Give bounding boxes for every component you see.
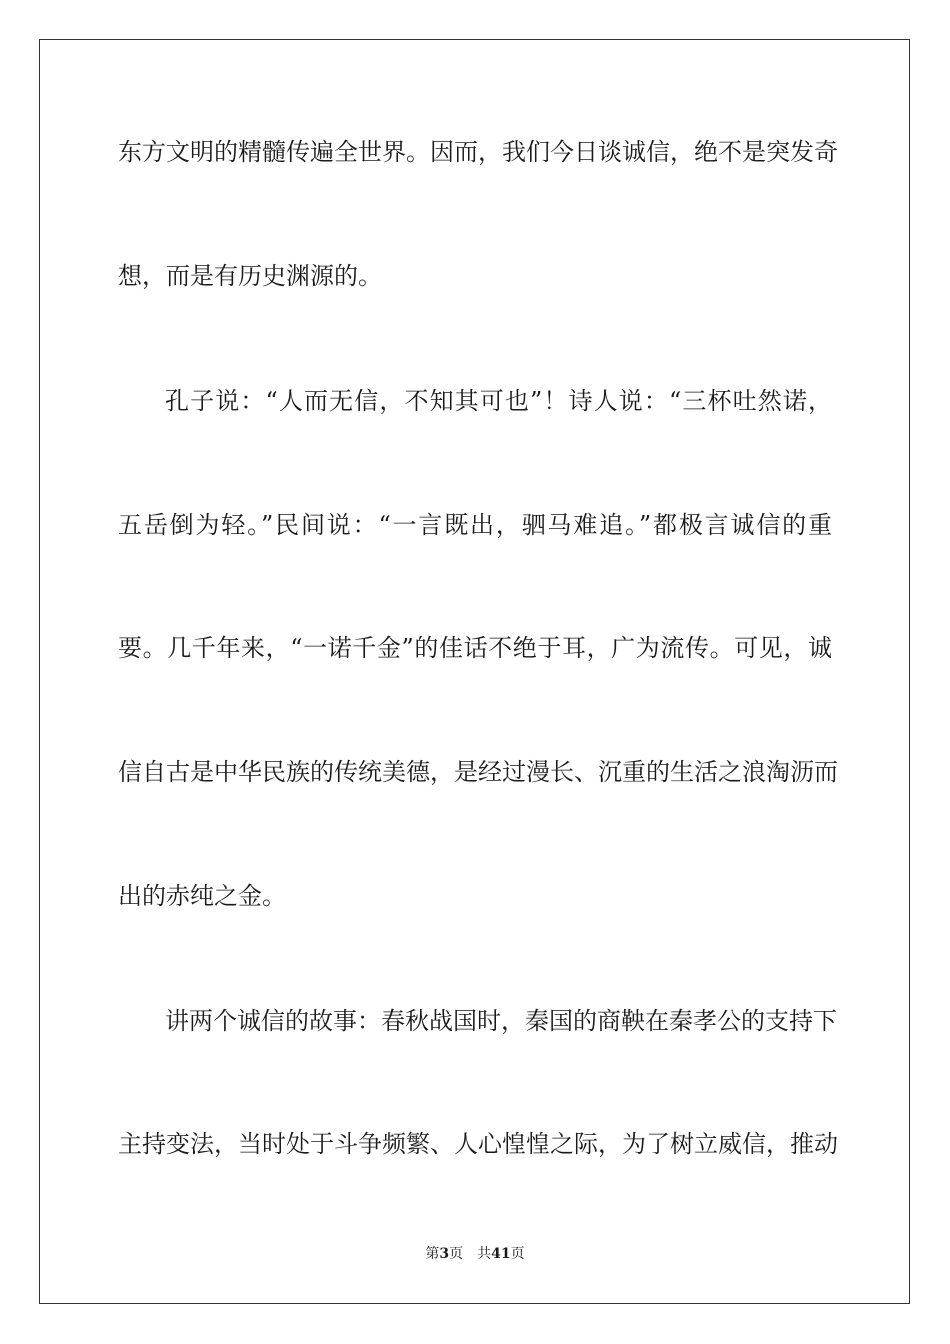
text-line-7: 出的赤纯之金。: [118, 882, 286, 910]
text-line-9: 主持变法，当时处于斗争频繁、人心惶惶之际，为了树立威信，推动: [118, 1130, 838, 1158]
footer-page-suffix: 页: [449, 1246, 464, 1262]
footer-total-prefix: 共: [477, 1246, 492, 1262]
page-frame: [39, 39, 910, 1304]
text-line-6: 信自古是中华民族的传统美德，是经过漫长、沉重的生活之浪淘沥而: [118, 758, 838, 786]
text-line-2: 想，而是有历史渊源的。: [118, 262, 382, 290]
text-line-8: 讲两个诚信的故事：春秋战国时，秦国的商鞅在秦孝公的支持下: [165, 1007, 837, 1035]
footer-total-number: 41: [491, 1246, 511, 1262]
page-footer: [0, 1244, 950, 1264]
text-line-5: 要。几千年来，“一诺千金”的佳话不绝于耳，广为流传。可见，诚: [118, 634, 832, 662]
footer-total-suffix: 页: [510, 1246, 525, 1262]
text-line-1: 东方文明的精髓传遍全世界。因而，我们今日谈诚信，绝不是突发奇: [118, 138, 838, 166]
text-line-4: 五岳倒为轻。”民间说：“一言既出，驷马难追。”都极言诚信的重: [118, 511, 832, 539]
footer-page-prefix: 第: [425, 1246, 440, 1262]
text-line-3: 孔子说：“人而无信，不知其可也”！诗人说：“三杯吐然诺，: [165, 387, 832, 415]
footer-page-number: 3: [439, 1246, 450, 1262]
